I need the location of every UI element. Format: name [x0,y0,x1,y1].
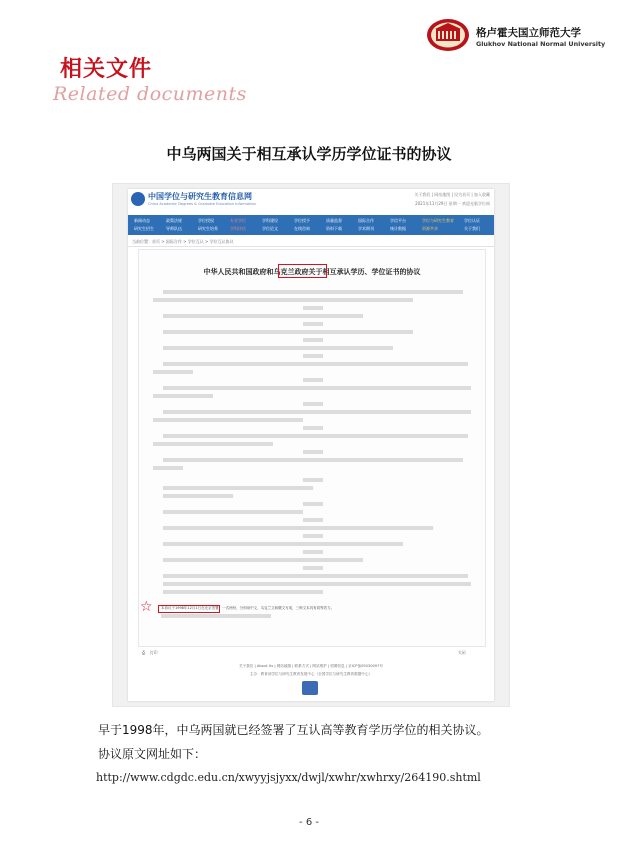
agreement-screenshot [112,183,510,707]
nav-item[interactable]: 国际合作 [358,218,374,223]
nav-item[interactable]: 专业学位 [230,218,246,223]
text-line [303,354,323,358]
text-line [153,418,303,422]
site-logo-icon [131,192,145,206]
nav-item[interactable]: 关于我们 [464,226,480,231]
star-icon: ☆ [140,599,153,615]
site-subtitle: China Academic Degrees & Graduate Education Information [148,202,256,206]
text-line [153,370,193,374]
text-line [163,582,471,586]
nav-item[interactable]: 研究生培养 [198,226,218,231]
agreement-url[interactable]: http://www.cdgdc.edu.cn/xwyyjsjyxx/dwjl/xwhr/xwhrxy/264190.shtml [96,771,481,784]
nav-item[interactable]: 在线咨询 [294,226,310,231]
text-line [153,466,183,470]
nav-item[interactable]: 资料下载 [326,226,342,231]
university-name-cn: 格卢霍夫国立师范大学 [476,27,581,39]
text-line [163,486,313,490]
text-line [163,290,463,294]
university-seal-icon [426,18,470,52]
nav-item[interactable]: 研究生招生 [134,226,154,231]
text-line [303,566,323,570]
text-line [153,298,413,302]
text-line [303,306,323,310]
site-navigation [128,215,494,235]
signing-line: 本协议于1998年12月1日在北京签署，一式两份，分别用中文、乌克兰文和俄文写成，三种文本具有同等效力。 [161,606,335,610]
text-line [163,386,471,390]
nav-item[interactable]: 质量监督 [326,218,342,223]
text-line [163,314,363,318]
text-line [303,402,323,406]
body-paragraph: 协议原文网址如下： [98,747,207,761]
nav-item[interactable]: 学位认证 [464,218,480,223]
site-top-links[interactable]: 关于我们 | 网站地图 | 设为首页 | 加入收藏 [414,192,490,197]
body-paragraph: 早于1998年，中乌两国就已经签署了互认高等教育学历学位的相关协议。 [98,723,489,737]
text-line [303,502,323,506]
nav-item[interactable]: 统计数据 [390,226,406,231]
text-line [303,450,323,454]
text-line [163,346,393,350]
nav-item[interactable]: 资源共享 [422,226,438,231]
nav-item[interactable]: 学位授权 [198,218,214,223]
text-line [163,362,468,366]
website-page [128,189,494,701]
nav-item[interactable]: 学术期刊 [358,226,374,231]
text-line [163,574,468,578]
highlight-box-signing [158,605,220,613]
printer-icon[interactable]: ⎙ [142,650,146,655]
page-number: - 6 - [299,817,319,828]
text-line [163,542,403,546]
agreement-title: 中华人民共和国政府和乌克兰政府关于相互承认学历、学位证书的协议 [203,268,421,276]
text-line [303,426,323,430]
nav-item[interactable]: 学信平台 [390,218,406,223]
site-date: 2021年11月29日 星期一 欢迎光临学位网 [415,201,490,206]
text-line [303,378,323,382]
nav-item[interactable]: 学科评估 [230,226,246,231]
text-line [303,478,323,482]
text-line [163,510,303,514]
text-line [161,614,271,618]
university-name-en: Glukhov National Normal University [476,40,606,48]
section-title-cn: 相关文件 [60,57,153,82]
text-line [163,494,233,498]
text-line [303,338,323,342]
text-line [163,330,413,334]
print-toolbar [138,648,484,656]
text-line [163,526,433,530]
footer-links[interactable]: 关于我们 | About Us | 网站地图 | 联系方式 | 网站维护 | 招聘信息 | 京ICP备05030097号 [239,664,383,668]
site-name: 中国学位与研究生教育信息网 [148,192,252,201]
text-line [303,518,323,522]
nav-item[interactable]: 学位论文 [262,226,278,231]
text-line [153,442,273,446]
text-line [303,322,323,326]
section-title-en: Related documents [53,83,247,105]
nav-item[interactable]: 新闻动态 [134,218,150,223]
print-link[interactable]: 打印 [150,650,158,655]
text-line [303,550,323,554]
site-header [128,189,494,213]
text-line [153,394,213,398]
university-logo [426,18,606,54]
text-line [163,558,363,562]
nav-item[interactable]: 政策法规 [166,218,182,223]
text-line [303,534,323,538]
footer-organizer: 主办：教育部学位与研究生教育发展中心（全国学位与研究生教育数据中心） [249,672,373,676]
document-title: 中乌两国关于相互承认学历学位证书的协议 [166,145,452,163]
breadcrumb: 当前位置：首页 > 国际合作 > 学位互认 > 学位互认协议 [132,239,234,244]
highlight-box [278,264,327,278]
nav-item[interactable]: 学位授予 [294,218,310,223]
nav-item[interactable]: 学科建设 [262,218,278,223]
text-line [163,434,468,438]
close-link[interactable]: 关闭 [458,650,466,655]
text-line [163,410,471,414]
footer-badge-icon [302,681,318,695]
text-line [163,458,463,462]
nav-item[interactable]: 学位与研究生教育 [422,218,454,223]
divider [128,246,494,247]
text-line [163,590,323,594]
nav-item[interactable]: 导师队伍 [166,226,182,231]
agreement-content [138,249,486,647]
